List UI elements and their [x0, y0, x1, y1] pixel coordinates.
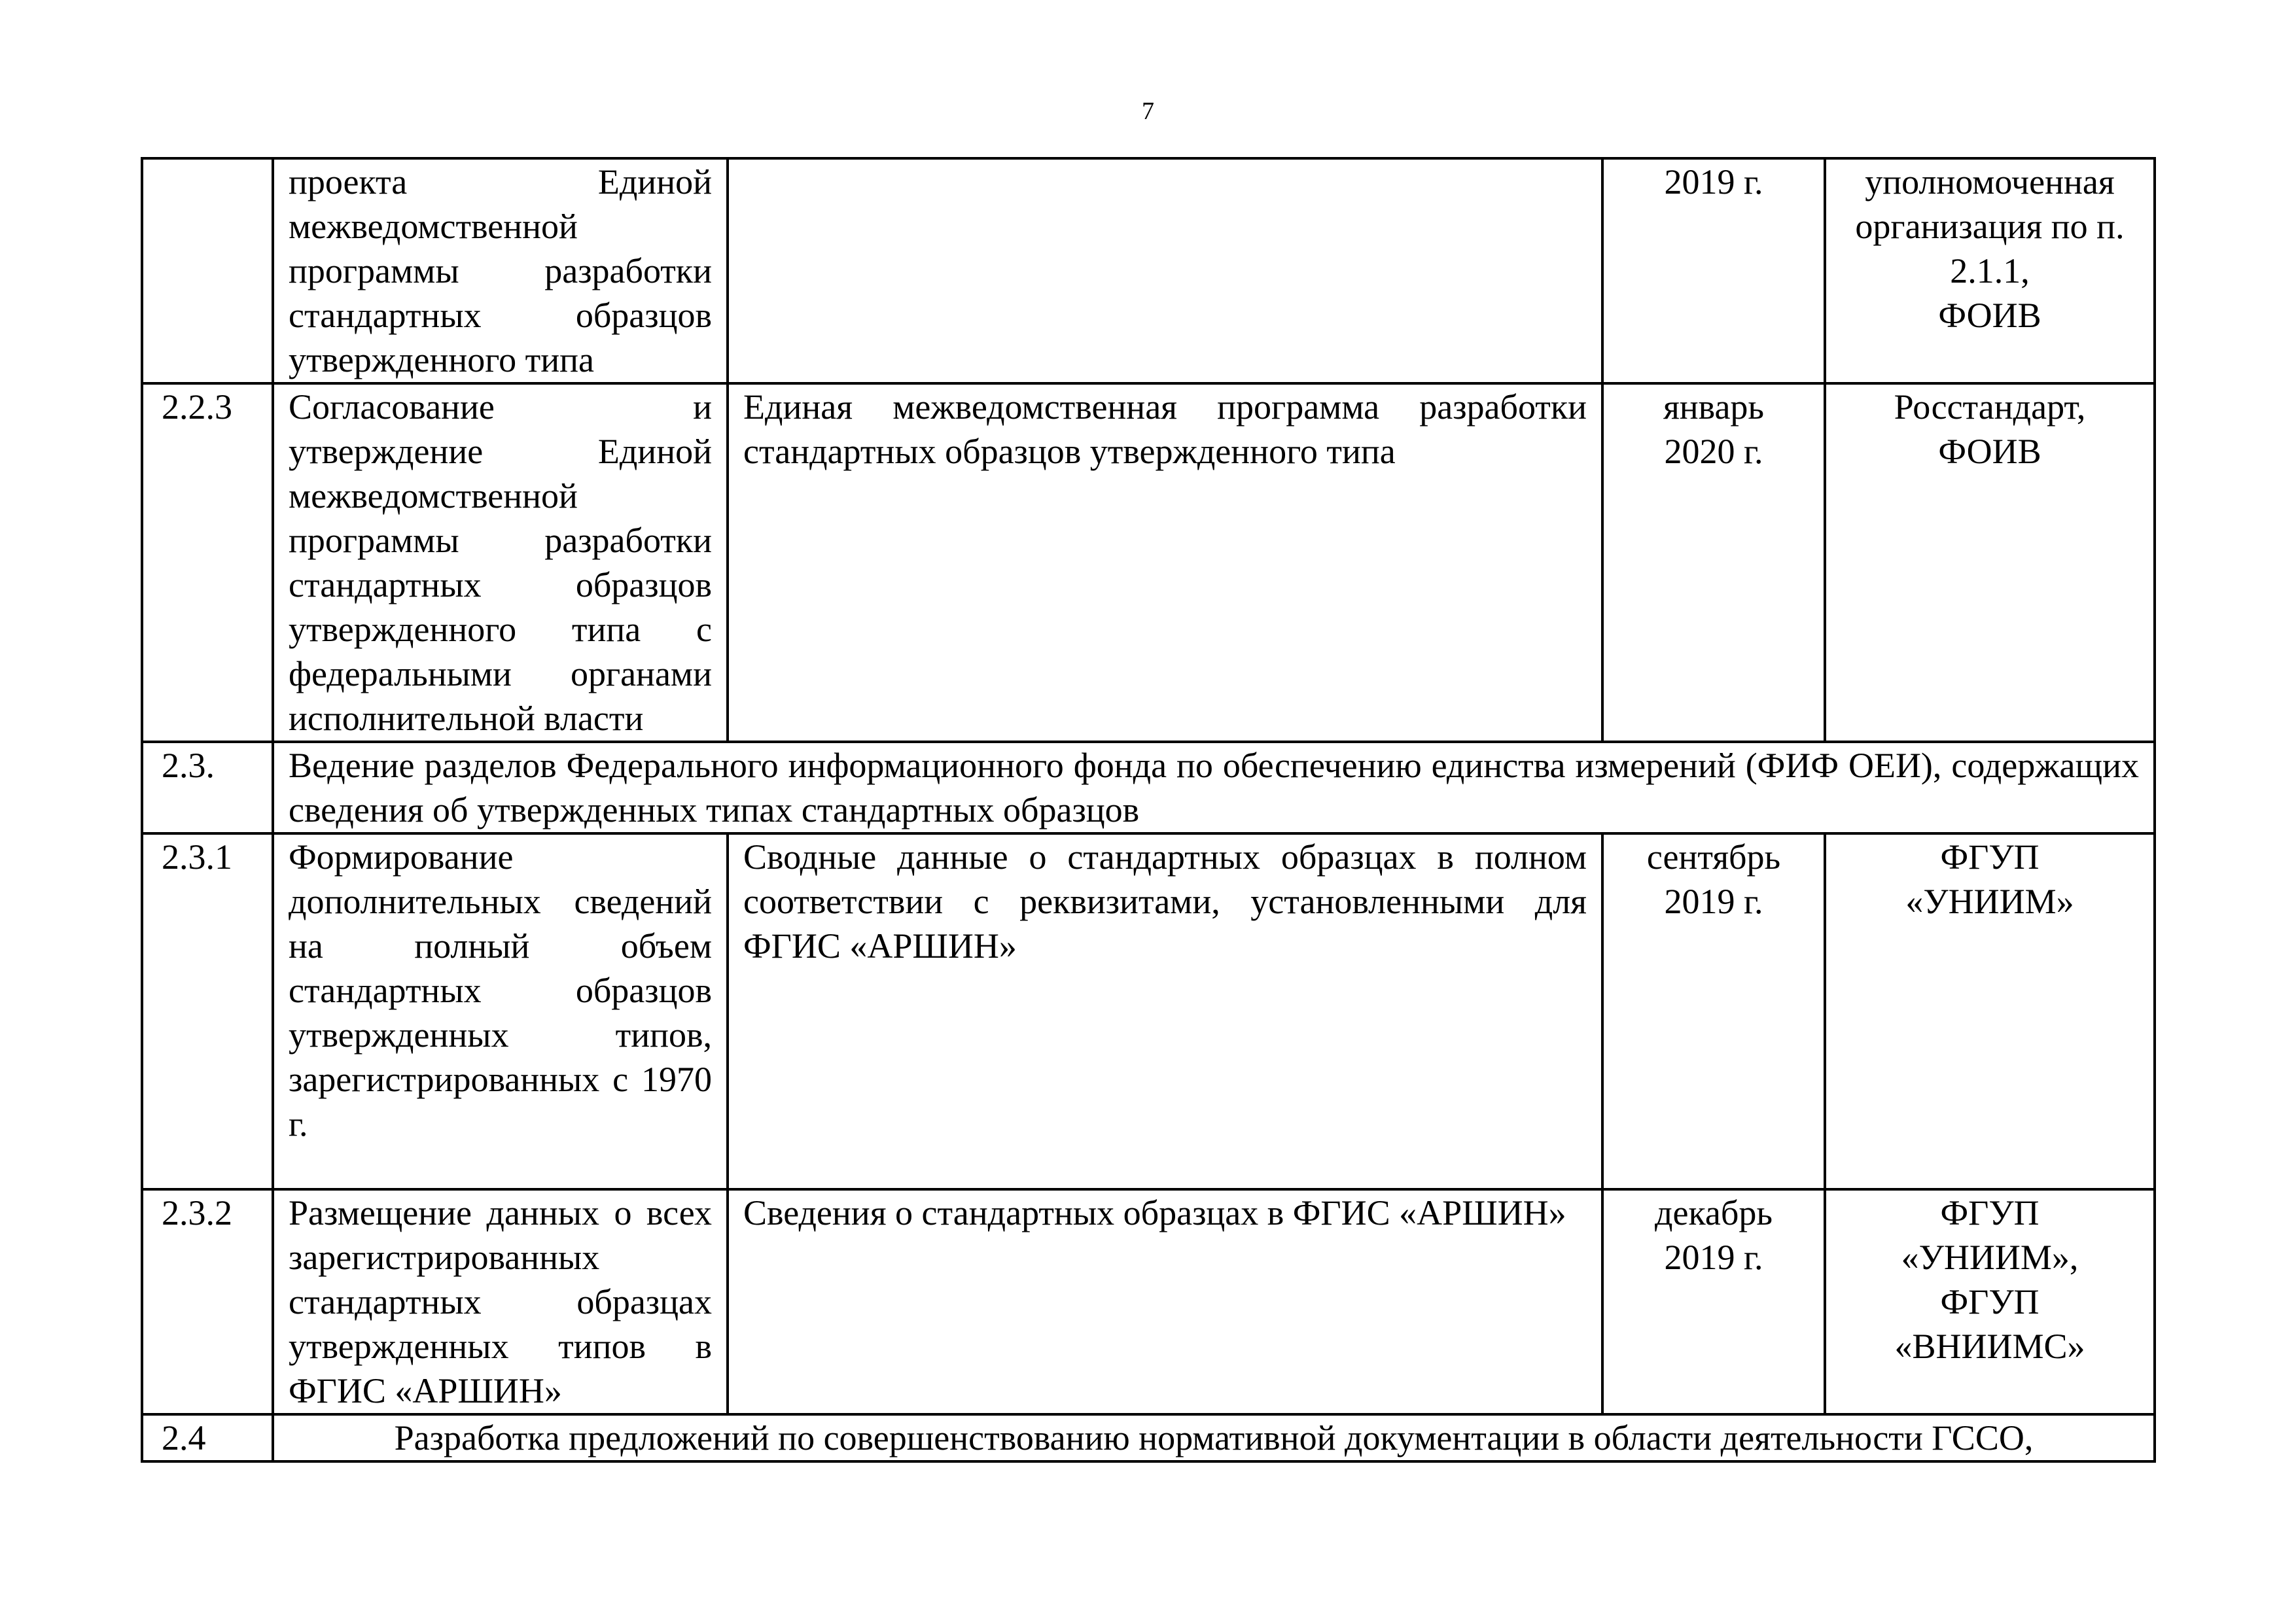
result-cell: Сводные данные о стандартных образцах в полном соответствии с реквизитами, установленными для ФГИС «АРШИН»	[728, 833, 1602, 1189]
section-heading-cell: Ведение разделов Федерального информационного фонда по обеспечению единства измерений (ФИФ ОЕИ), содержащих сведения об утвержденных типах стандартных образцов	[273, 742, 2155, 833]
item-number-cell: 2.3.	[142, 742, 273, 833]
table-row	[142, 158, 2155, 383]
section-row	[142, 742, 2155, 833]
page-number: 7	[1142, 97, 1154, 125]
table-row	[142, 833, 2155, 1189]
section-row	[142, 1414, 2155, 1461]
term-cell: январь 2020 г.	[1602, 383, 1825, 742]
table-row	[142, 383, 2155, 742]
item-number-cell: 2.3.1	[142, 833, 273, 1189]
plan-table	[141, 157, 2156, 1463]
table-row	[142, 1189, 2155, 1414]
result-cell: Сведения о стандартных образцах в ФГИС «АРШИН»	[728, 1189, 1602, 1414]
result-cell	[728, 158, 1602, 383]
term-cell: 2019 г.	[1602, 158, 1825, 383]
action-cell: Согласование и утверждение Единой межведомственной программы разработки стандартных образцов утвержденного типа с федеральными органами исполнительной власти	[273, 383, 728, 742]
result-cell: Единая межведомственная программа разработки стандартных образцов утвержденного типа	[728, 383, 1602, 742]
term-cell: сентябрь 2019 г.	[1602, 833, 1825, 1189]
item-number-cell: 2.2.3	[142, 383, 273, 742]
item-number-cell	[142, 158, 273, 383]
item-number-cell: 2.4	[142, 1414, 273, 1461]
section-heading-cell: Разработка предложений по совершенствованию нормативной документации в области деятельности ГССО,	[273, 1414, 2155, 1461]
action-cell: Размещение данных о всех зарегистрированных стандартных образцах утвержденных типов в ФГИС «АРШИН»	[273, 1189, 728, 1414]
item-number-cell: 2.3.2	[142, 1189, 273, 1414]
action-cell: проекта Единой межведомственной программы разработки стандартных образцов утвержденного типа	[273, 158, 728, 383]
responsible-cell: ФГУП «УНИИМ», ФГУП «ВНИИМС»	[1825, 1189, 2155, 1414]
term-cell: декабрь 2019 г.	[1602, 1189, 1825, 1414]
responsible-cell: Росстандарт, ФОИВ	[1825, 383, 2155, 742]
responsible-cell: ФГУП «УНИИМ»	[1825, 833, 2155, 1189]
action-cell: Формирование дополнительных сведений на полный объем стандартных образцов утвержденных типов, зарегистрированных с 1970 г.	[273, 833, 728, 1189]
responsible-cell: уполномоченная организация по п. 2.1.1, ФОИВ	[1825, 158, 2155, 383]
